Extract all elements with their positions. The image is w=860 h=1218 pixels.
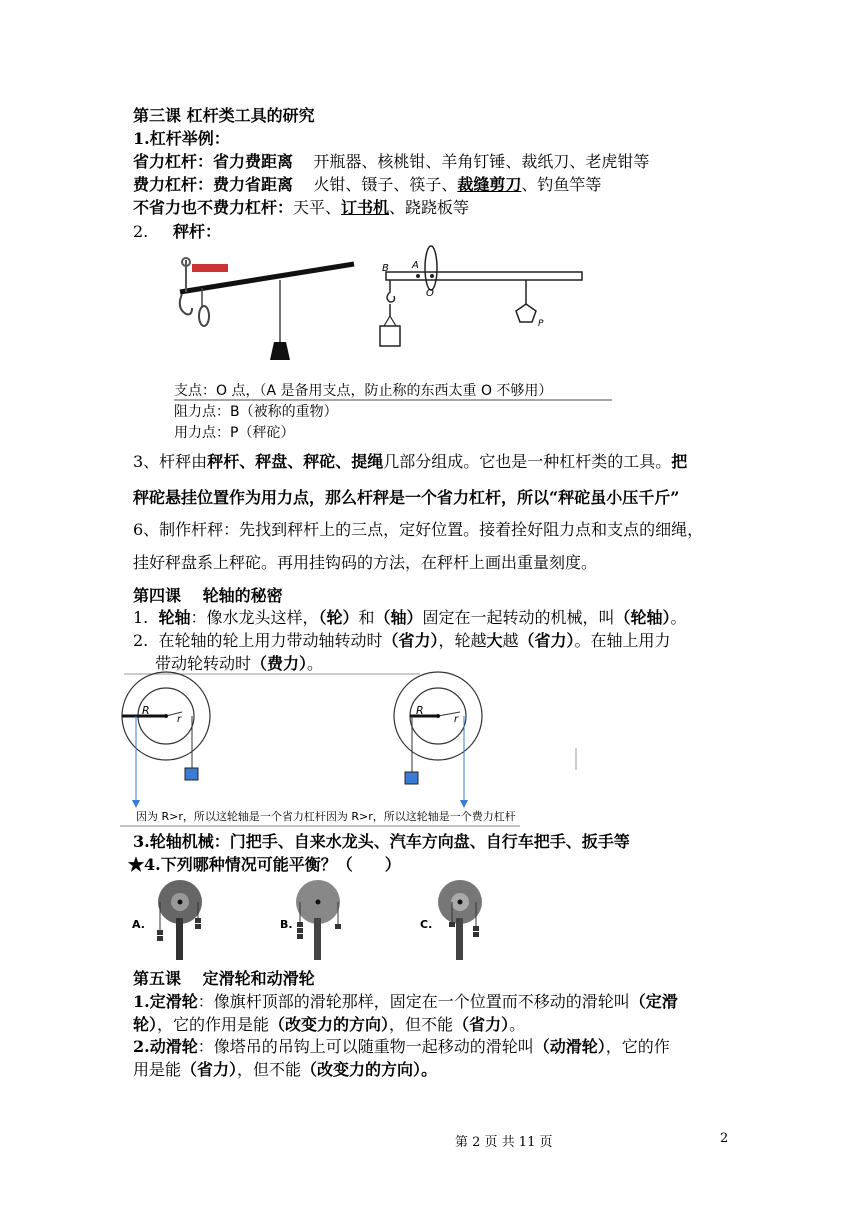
lever-examples-heading: 1.杠杆举例： [133, 129, 230, 148]
fixed-answer-direction: （改变力的方向） [269, 1015, 390, 1034]
lesson4-title: 第四课 轮轴的秘密 [133, 586, 283, 605]
lifting-rope [425, 246, 437, 290]
force-text-e: 越 [502, 631, 519, 650]
steelyard-photo [174, 250, 359, 365]
fixed-pulley-answer-a: （定滑 [629, 992, 678, 1011]
force2-text-c: 。 [307, 654, 324, 673]
wheel-axle-diagrams [120, 672, 600, 822]
para3-parts: 秤杆、秤盘、秤砣、提绳 [207, 452, 384, 471]
radius-r-label-right: r [454, 714, 459, 725]
moving-pulley-answer: （动滑轮） [533, 1037, 606, 1056]
save-force-label: 省力杠杆：省力费距离 [133, 152, 294, 171]
steelyard-heading [133, 222, 222, 242]
steelyard-label: 秤杆： [173, 222, 222, 241]
choice-b-label: B. [280, 918, 293, 931]
moving-text-d: ，它的作 [605, 1037, 670, 1056]
para3-line2: 秤砣悬挂位置作为用力点，那么杆秤是一个省力杠杆，所以“秤砣虽小压千斤” [133, 488, 680, 507]
cost-force-label: 费力杠杆：费力省距离 [133, 175, 294, 194]
wheel-axle-definition [133, 608, 687, 628]
neutral-lever-line [133, 198, 469, 218]
cost-force-examples-b: 、钓鱼竿等 [521, 175, 602, 194]
fixed-pulley-text: ：像旗杆顶部的滑轮那样，固定在一个位置而不移动的滑轮叫 [197, 992, 630, 1011]
cost-force-lever-line [133, 175, 601, 195]
choice-a-diagram [132, 880, 202, 960]
radius-R-label-left: R [142, 704, 150, 717]
wheel-axle-answer: （轮轴） [614, 608, 671, 627]
def-text-f: 固定在一起转动的机械，叫 [422, 608, 615, 627]
moving2-text-a: 用是能 [133, 1060, 182, 1079]
para3-text-d: 把 [671, 452, 688, 471]
fixed-text-d: ，但不能 [389, 1015, 454, 1034]
label-B: B [382, 263, 389, 274]
def-text-d: 和 [358, 608, 375, 627]
diagram-load [380, 326, 400, 346]
wheel-axle-caption: 因为 R>r，所以这轮轴是一个省力杠杆因为 R>r，所以这轮轴是一个费力杠杆 [136, 810, 516, 823]
item2-number: 2. [133, 631, 149, 650]
force-text-a: 在轮轴的轮上用力带动轴转动时 [158, 631, 383, 650]
moving-answer-direction: （改变力的方向） [301, 1060, 422, 1079]
balance-choices [130, 878, 490, 962]
fixed-pulley-line1 [133, 992, 678, 1012]
wheel-axle-term: 轮轴 [158, 608, 191, 627]
moving-pulley-line2 [133, 1060, 437, 1080]
choice-c-diagram [420, 880, 482, 960]
save-force-lever-line [133, 152, 649, 172]
item2-number: 2. [133, 222, 149, 241]
caption-rule [120, 825, 520, 828]
label-O: O [426, 288, 434, 299]
cost-force-examples-a: 火钳、镊子、筷子、 [313, 175, 458, 194]
lesson3-title: 第三课 杠杆类工具的研究 [133, 106, 315, 125]
para6-line2: 挂好秤盘系上秤砣。再用挂钩码的方法，在秤杆上画出重量刻度。 [133, 553, 598, 572]
force-text-big: 大 [486, 631, 503, 650]
neutral-label: 不省力也不费力杠杆： [133, 198, 294, 217]
moving2-text-c: ，但不能 [237, 1060, 302, 1079]
force-text-c: ，轮越 [438, 631, 487, 650]
moving-pulley-line1 [133, 1037, 670, 1057]
choice-b-diagram [280, 880, 341, 960]
balance-question: ★4.下列哪种情况可能平衡？（ ） [128, 855, 401, 874]
force-answer-1: （省力） [382, 631, 439, 650]
page-number: 2 [720, 1131, 729, 1146]
force-answer-3: （费力） [251, 654, 308, 673]
para6-line1: 6、制作杆秤：先找到秤杆上的三点，定好位置。接着拴好阻力点和支点的细绳， [133, 520, 704, 539]
force2-text-a: 带动轮转动时 [155, 654, 252, 673]
fixed-answer-saves: （省力） [453, 1015, 510, 1034]
label-P: P [538, 319, 544, 329]
item1-number: 1. [133, 608, 149, 627]
moving-pulley-text: ：像塔吊的吊钩上可以随重物一起移动的滑轮叫 [197, 1037, 534, 1056]
choice-a-label: A. [132, 918, 145, 931]
radius-r-label-left: r [177, 714, 182, 725]
wheel-diagram-right [394, 672, 482, 808]
choice-c-label: C. [420, 918, 433, 931]
neutral-examples-underlined: 订书机 [341, 198, 390, 217]
wheel-axle-force-line1 [133, 631, 671, 651]
diagram-beam [386, 272, 582, 280]
def-text-h: 。 [670, 608, 687, 627]
page-footer-text: 第 2 页 共 11 页 [455, 1135, 553, 1150]
neutral-examples-a: 天平、 [293, 198, 342, 217]
para3-line1 [133, 452, 687, 472]
effort-line: 用力点：P（秤砣） [174, 425, 295, 441]
moving-answer-saves: （省力） [181, 1060, 238, 1079]
force-answer-2: （省力） [518, 631, 575, 650]
axle-term: （轴） [374, 608, 423, 627]
fulcrum-line: 支点：O 点，（A 是备用支点，防止称的东西太重 O 不够用） [174, 383, 553, 399]
wheel-diagram-left [122, 672, 210, 808]
radius-R-label-right: R [416, 704, 424, 717]
cost-force-examples-underlined: 裁缝剪刀 [457, 175, 522, 194]
moving2-text-e: 。 [421, 1060, 438, 1079]
neutral-examples-b: 、跷跷板等 [389, 198, 470, 217]
wheel-axle-force-line2 [155, 654, 323, 674]
fixed-text-f: 。 [509, 1015, 526, 1034]
fixed-pulley-term: 1.定滑轮 [133, 992, 198, 1011]
steelyard-diagram [376, 244, 591, 354]
fixed-pulley-line2 [133, 1015, 525, 1035]
save-force-examples: 开瓶器、核桃钳、羊角钉锤、裁纸刀、老虎钳等 [313, 152, 650, 171]
def-text-b: ：像水龙头这样， [190, 608, 319, 627]
lesson5-title: 第五课 定滑轮和动滑轮 [133, 969, 315, 988]
para3-text-c: 几部分组成。它也是一种杠杆类的工具。 [383, 452, 672, 471]
para3-text-a: 3、杆秤由 [133, 452, 208, 471]
diagram-weight [516, 304, 536, 322]
force-text-g: 。在轴上用力 [574, 631, 671, 650]
diagram-hook [387, 280, 395, 302]
wheel-axle-machines: 3.轮轴机械：门把手、自来水龙头、汽车方向盘、自行车把手、扳手等 [133, 832, 630, 851]
label-A: A [412, 260, 419, 271]
fixed-pulley-answer-b: 轮） [133, 1015, 158, 1034]
wheel-term: （轮） [318, 608, 359, 627]
moving-pulley-term: 2.动滑轮 [133, 1037, 198, 1056]
resistance-line: 阻力点：B（被称的重物） [174, 404, 338, 420]
steelyard-tag [192, 264, 228, 272]
fixed-text-b: ，它的作用是能 [157, 1015, 270, 1034]
